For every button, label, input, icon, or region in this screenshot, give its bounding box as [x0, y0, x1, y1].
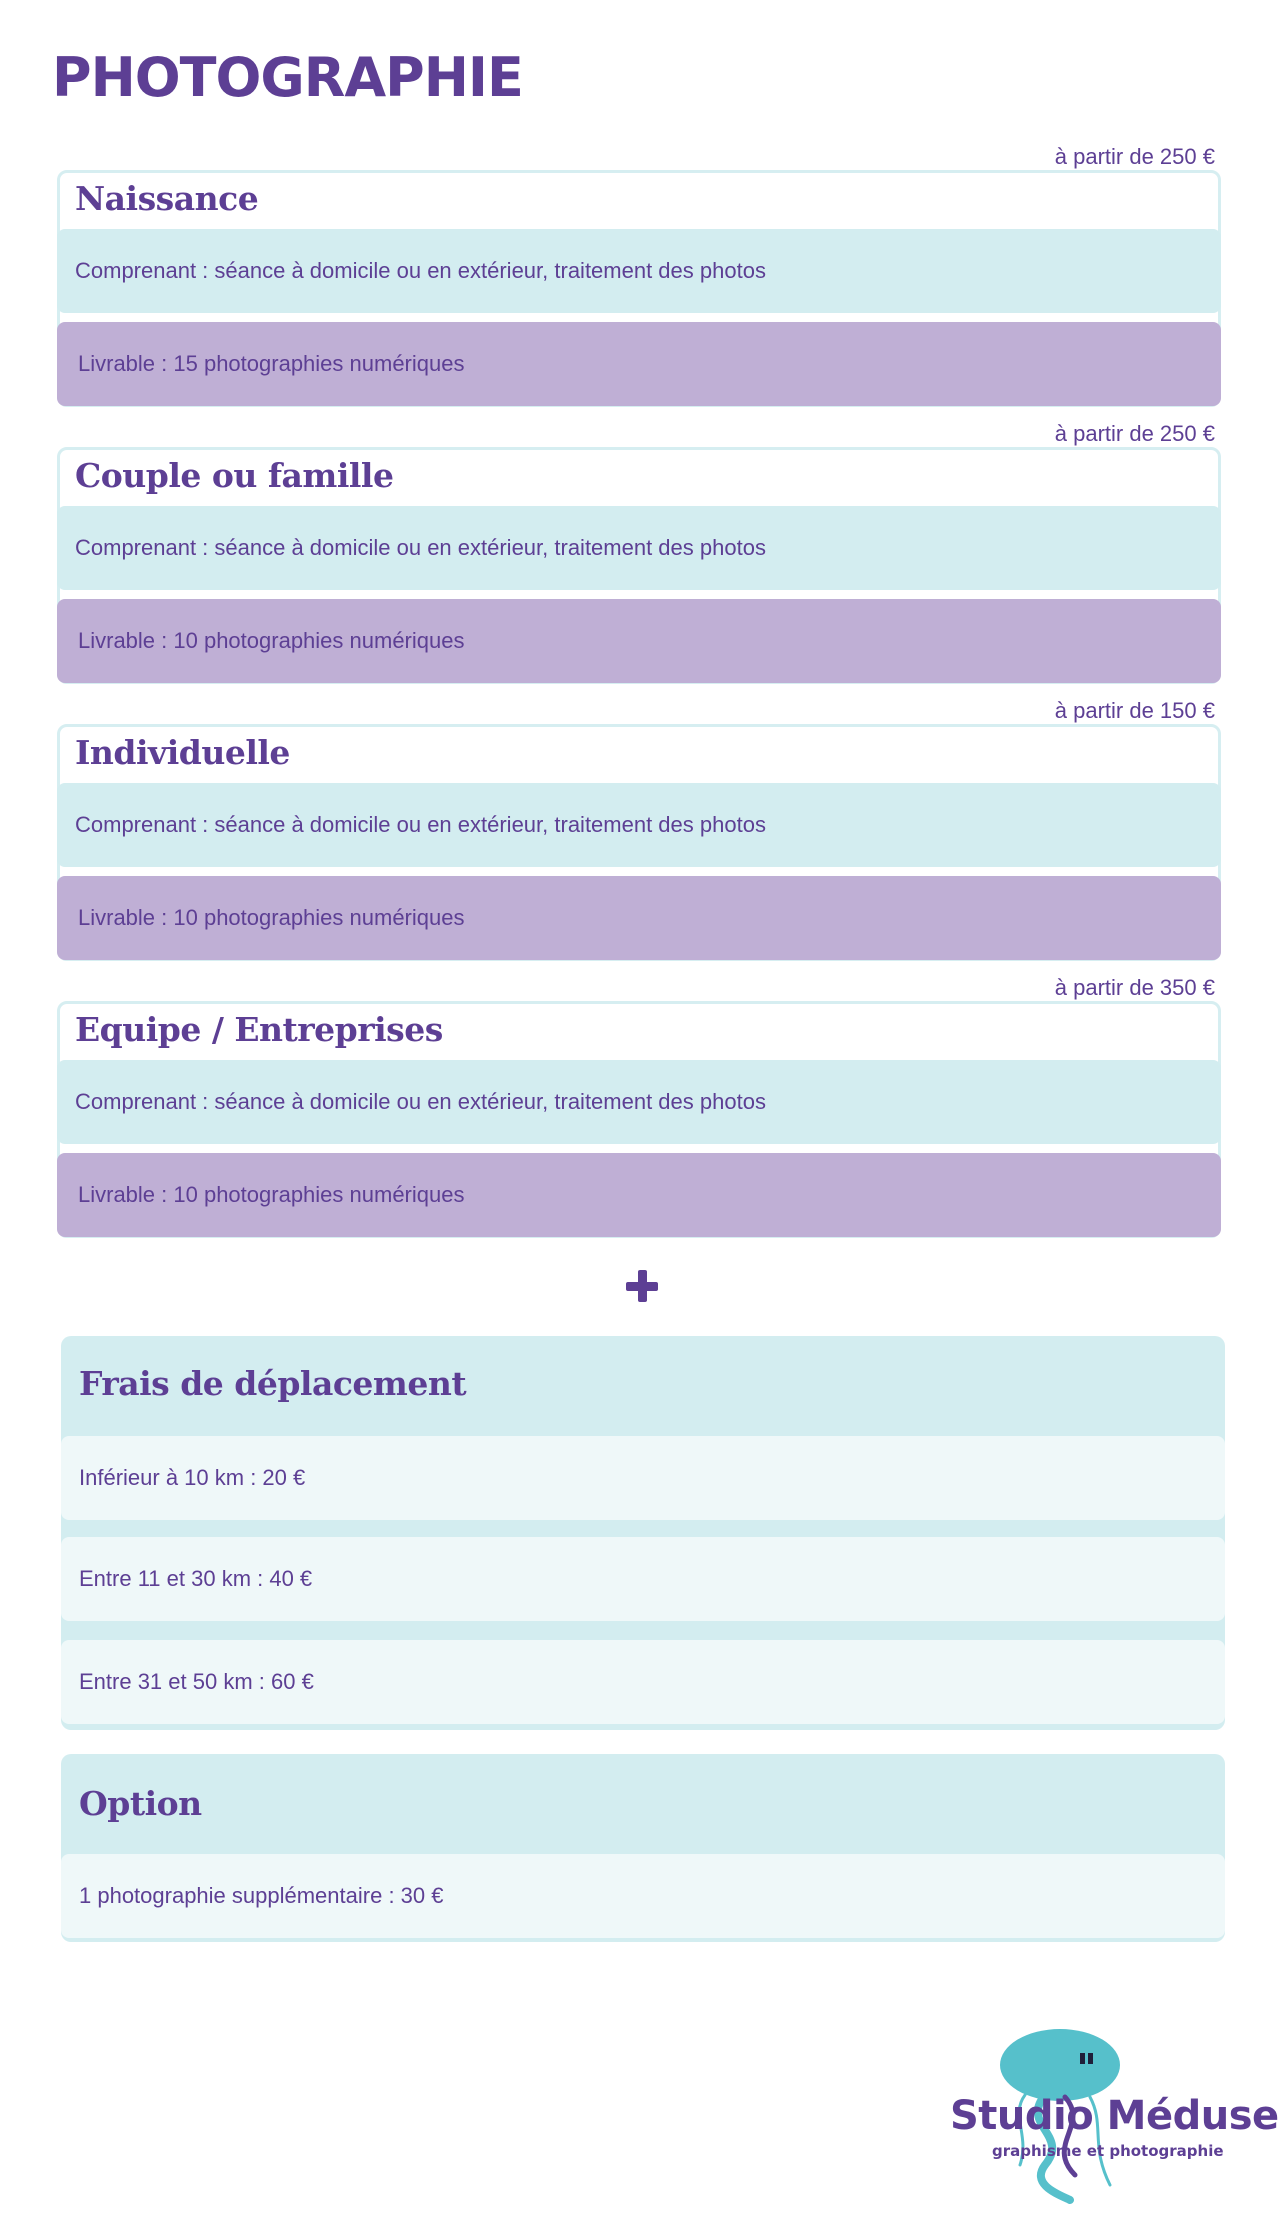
plus-icon — [626, 1270, 658, 1302]
service-includes: Comprenant : séance à domicile ou en extérieur, traitement des photos — [57, 506, 1221, 590]
travel-fee-row: Inférieur à 10 km : 20 € — [61, 1436, 1225, 1520]
service-deliverable: Livrable : 10 photographies numériques — [57, 599, 1221, 683]
service-deliverable: Livrable : 10 photographies numériques — [57, 1153, 1221, 1237]
plus-icon-vertical — [638, 1270, 647, 1302]
travel-fees-panel — [61, 1336, 1225, 1730]
option-row: 1 photographie supplémentaire : 30 € — [61, 1854, 1225, 1938]
logo-tagline: graphisme et photographie — [992, 2142, 1224, 2160]
travel-fee-row: Entre 11 et 30 km : 40 € — [61, 1537, 1225, 1621]
service-title: Naissance — [75, 179, 259, 218]
service-individuelle — [57, 698, 1221, 961]
page-title: PHOTOGRAPHIE — [52, 46, 523, 109]
service-couple-famille — [57, 421, 1221, 684]
service-includes: Comprenant : séance à domicile ou en extérieur, traitement des photos — [57, 783, 1221, 867]
travel-fee-row: Entre 31 et 50 km : 60 € — [61, 1640, 1225, 1724]
service-card — [57, 1001, 1221, 1238]
service-price: à partir de 250 € — [1054, 144, 1215, 169]
option-panel — [61, 1754, 1225, 1942]
service-card — [57, 447, 1221, 684]
option-title: Option — [79, 1784, 202, 1823]
service-deliverable: Livrable : 10 photographies numériques — [57, 876, 1221, 960]
service-title: Couple ou famille — [75, 456, 394, 495]
service-includes: Comprenant : séance à domicile ou en extérieur, traitement des photos — [57, 229, 1221, 313]
service-card — [57, 724, 1221, 961]
studio-meduse-logo — [950, 2015, 1279, 2205]
service-title: Individuelle — [75, 733, 290, 772]
service-includes: Comprenant : séance à domicile ou en extérieur, traitement des photos — [57, 1060, 1221, 1144]
service-price: à partir de 250 € — [1054, 421, 1215, 446]
service-title: Equipe / Entreprises — [75, 1010, 443, 1049]
service-card — [57, 170, 1221, 407]
service-equipe-entreprises — [57, 975, 1221, 1238]
travel-fees-title: Frais de déplacement — [79, 1364, 467, 1403]
service-price: à partir de 350 € — [1054, 975, 1215, 1000]
logo-name: Studio Méduse — [950, 2093, 1279, 2139]
service-naissance — [57, 144, 1221, 407]
service-price: à partir de 150 € — [1054, 698, 1215, 723]
service-deliverable: Livrable : 15 photographies numériques — [57, 322, 1221, 406]
